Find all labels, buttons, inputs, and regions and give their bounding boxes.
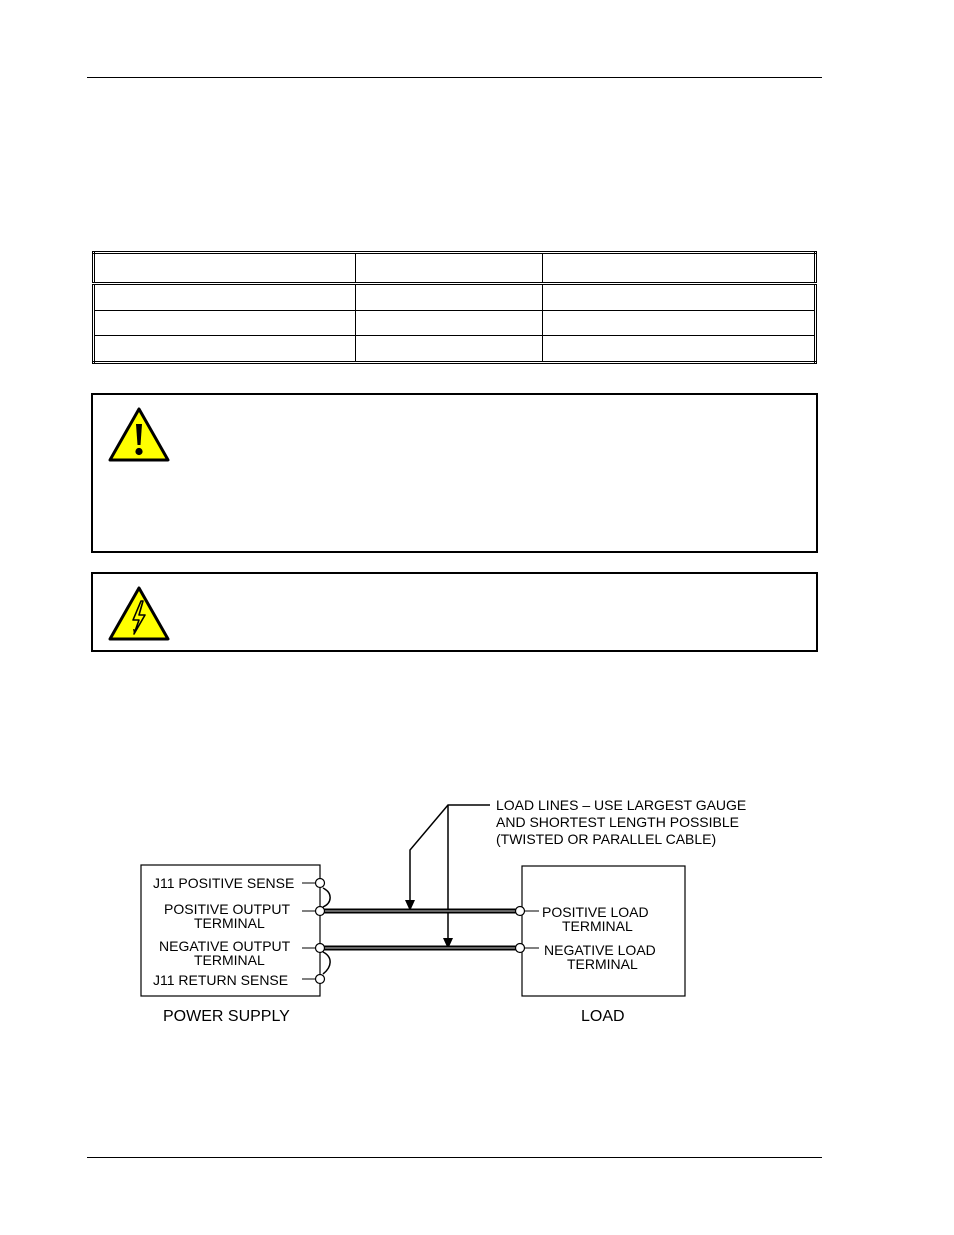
callout-line-3: (TWISTED OR PARALLEL CABLE) xyxy=(496,831,717,847)
table-cell xyxy=(543,310,816,336)
positive-output-label: POSITIVE OUTPUT xyxy=(164,901,291,917)
table-header-row xyxy=(94,253,816,284)
negative-output-label: NEGATIVE OUTPUT xyxy=(159,938,291,954)
callout-line-2: AND SHORTEST LENGTH POSSIBLE xyxy=(496,814,739,830)
shock-hazard-triangle-icon xyxy=(107,585,171,648)
callout-line-1: LOAD LINES – USE LARGEST GAUGE xyxy=(496,797,747,813)
positive-load-label: TERMINAL xyxy=(562,918,633,934)
sense-jumper xyxy=(323,888,330,974)
j11-positive-sense-label: J11 POSITIVE SENSE xyxy=(153,875,295,891)
j11-return-sense-label: J11 RETURN SENSE xyxy=(153,972,289,988)
warning-notice xyxy=(91,572,818,652)
footer-rule xyxy=(87,1157,822,1158)
table-row xyxy=(94,310,816,336)
table-row xyxy=(94,283,816,310)
table-cell xyxy=(94,336,356,363)
power-supply-caption: POWER SUPPLY xyxy=(163,1008,290,1025)
table-header-cell xyxy=(543,253,816,284)
table-header-cell xyxy=(356,253,543,284)
specification-table xyxy=(92,251,817,364)
table-cell xyxy=(543,336,816,363)
table-cell xyxy=(94,283,356,310)
terminal-circle xyxy=(516,944,525,953)
positive-output-label: TERMINAL xyxy=(194,915,265,931)
negative-load-label: NEGATIVE LOAD xyxy=(544,942,656,958)
load-caption: LOAD xyxy=(581,1008,625,1025)
caution-triangle-icon xyxy=(107,406,171,469)
table-cell xyxy=(94,310,356,336)
load-wiring-diagram xyxy=(130,790,830,1040)
terminal-circle xyxy=(516,907,525,916)
table-header-cell xyxy=(94,253,356,284)
callout-leader xyxy=(410,805,490,938)
table-cell xyxy=(356,310,543,336)
terminal-circle xyxy=(316,975,325,984)
terminal-circle xyxy=(316,907,325,916)
caution-notice xyxy=(91,393,818,553)
table-cell xyxy=(356,336,543,363)
table-row xyxy=(94,336,816,363)
table-cell xyxy=(356,283,543,310)
terminal-circle xyxy=(316,879,325,888)
negative-load-label: TERMINAL xyxy=(567,956,638,972)
positive-load-label: POSITIVE LOAD xyxy=(542,904,649,920)
table-cell xyxy=(543,283,816,310)
negative-output-label: TERMINAL xyxy=(194,952,265,968)
terminal-circle xyxy=(316,944,325,953)
header-rule xyxy=(87,77,822,78)
